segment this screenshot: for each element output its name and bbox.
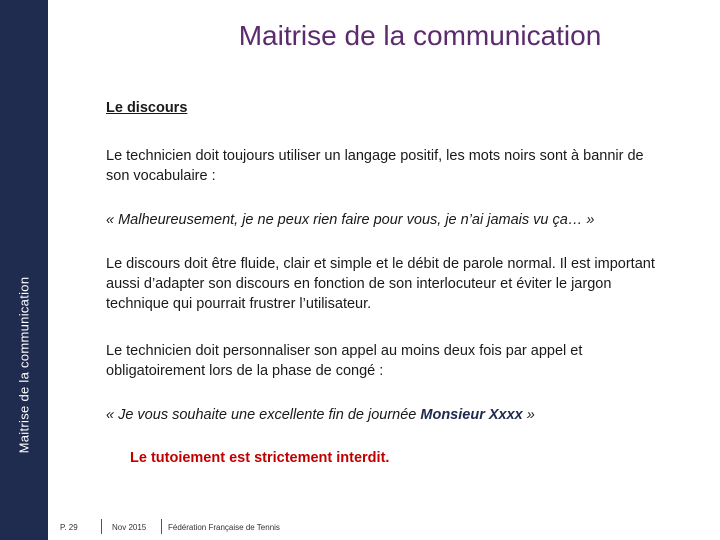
- section-heading: Le discours: [106, 100, 188, 116]
- footer-page-number: P. 29: [60, 523, 78, 532]
- warning-no-tutoiement: Le tutoiement est strictement interdit.: [130, 450, 390, 466]
- footer-separator: [101, 519, 102, 534]
- footer-organization: Fédération Française de Tennis: [168, 523, 280, 532]
- slide-title: Maitrise de la communication: [238, 20, 602, 51]
- quote-closing-prefix: « Je vous souhaite une excellente fin de journée: [106, 407, 421, 423]
- footer-separator: [161, 519, 162, 534]
- paragraph-personalize-call: Le technicien doit personnaliser son appel au moins deux fois par appel et obligatoirement lors de la phase de congé :: [106, 343, 583, 379]
- quote-closing-suffix: »: [522, 407, 535, 423]
- quote-closing-example: [106, 405, 666, 425]
- quote-client-name: Monsieur Xxxx: [420, 407, 523, 423]
- paragraph-positive-language: Le technicien doit toujours utiliser un langage positif, les mots noirs sont à bannir de son vocabulaire :: [106, 148, 644, 184]
- sidebar-label: Maitrise de la communication: [16, 276, 32, 454]
- quote-negative-example: « Malheureusement, je ne peux rien faire pour vous, je n’ai jamais vu ça… »: [106, 212, 595, 228]
- footer-date: Nov 2015: [112, 523, 147, 532]
- paragraph-fluid-speech: Le discours doit être fluide, clair et simple et le débit de parole normal. Il est important aussi d’adapter son discours en fonction de son interlocuteur et éviter le jargon technique qui pourrait frustrer l’utilisateur.: [106, 256, 655, 312]
- sidebar-band: [0, 0, 48, 540]
